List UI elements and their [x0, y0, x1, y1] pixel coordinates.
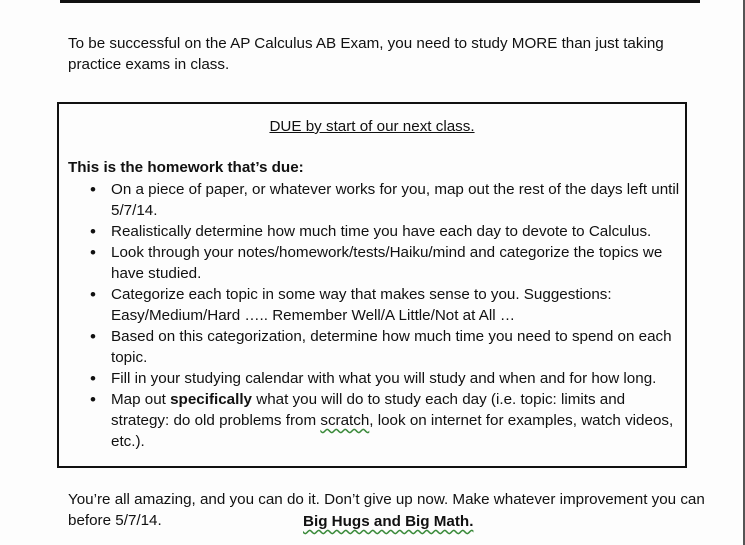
homework-box	[57, 102, 687, 468]
task-list	[59, 179, 681, 452]
top-rule	[60, 0, 700, 3]
map-out-emphasis: specifically	[170, 391, 253, 408]
spellcheck-word: scratch	[320, 412, 370, 429]
homework-title: This is the homework that’s due:	[68, 159, 304, 176]
list-item: • Realistically determine how much time you have each day to devote to Calculus.	[111, 221, 681, 242]
outro-paragraph: You’re all amazing, and you can do it. Don’t give up now. Make whatever improvement you can before 5/7/14.	[68, 491, 705, 529]
list-item: • Look through your notes/homework/tests/Haiku/mind and categorize the topics we have studied.	[111, 242, 681, 284]
list-item: • On a piece of paper, or whatever works for you, map out the rest of the days left until 5/7/14.	[111, 179, 681, 221]
map-out-prefix: Map out	[111, 391, 171, 408]
map-out-middle: what you will do to study each day (i.e. topic: limits and strategy: do old problems from	[111, 391, 626, 429]
intro-paragraph: To be successful on the AP Calculus AB Exam, you need to study MORE than just taking practice exams in class.	[68, 35, 664, 73]
map-out-suffix: , look on internet for examples, watch videos, etc.).	[111, 412, 674, 450]
list-item: • Fill in your studying calendar with what you will study and when and for how long.	[111, 368, 681, 389]
list-item: • Categorize each topic in some way that makes sense to you. Suggestions: Easy/Medium/Hard ….. Remember Well/A Little/Not at All …	[111, 284, 681, 326]
list-item: • Based on this categorization, determine how much time you need to spend on each topic.	[111, 326, 681, 368]
due-line: DUE by start of our next class.	[269, 118, 475, 135]
list-item-map-out	[111, 389, 681, 452]
signoff: Big Hugs and Big Math.	[303, 513, 474, 530]
